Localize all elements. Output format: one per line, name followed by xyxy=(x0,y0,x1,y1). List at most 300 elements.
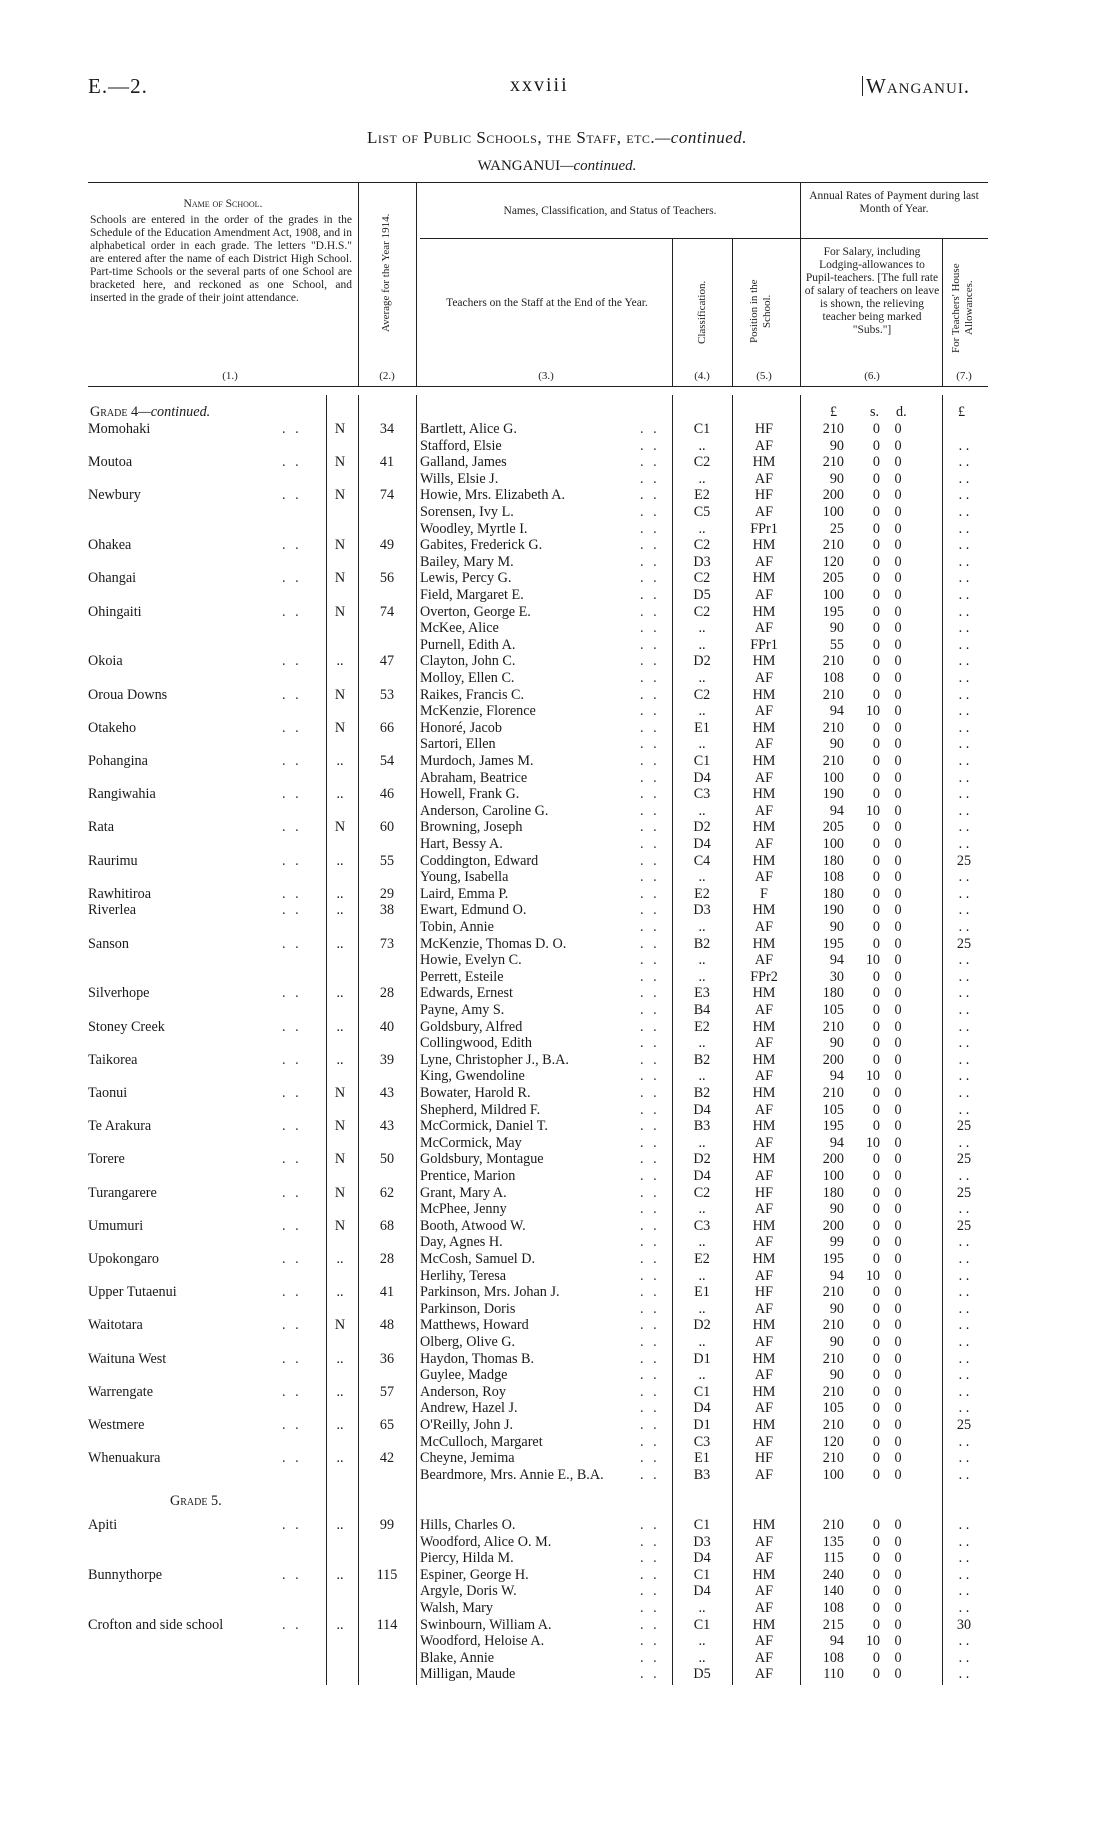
teacher-name: Payne, Amy S. xyxy=(420,1002,505,1018)
dot-leader: . . xyxy=(640,902,660,918)
salary-shillings: 0 xyxy=(872,1168,880,1184)
house-allowance: . . xyxy=(958,1052,970,1068)
teacher-name: Molloy, Ellen C. xyxy=(420,670,515,686)
dot-leader: . . xyxy=(640,869,660,885)
house-allowance: . . xyxy=(958,454,970,470)
school-name: Waitotara xyxy=(88,1317,143,1333)
house-allowance: . . xyxy=(958,1384,970,1400)
teacher-name: McCormick, May xyxy=(420,1135,522,1151)
salary-pence: 0 xyxy=(894,1185,902,1201)
salary-shillings: 10 xyxy=(865,803,880,819)
table-row xyxy=(0,454,1114,471)
house-allowance: . . xyxy=(958,1517,970,1533)
salary-pence: 0 xyxy=(894,803,902,819)
salary-pence: 0 xyxy=(894,653,902,669)
salary-shillings: 0 xyxy=(872,1284,880,1300)
position: HM xyxy=(752,1251,776,1267)
salary-pounds: 210 xyxy=(822,1450,844,1466)
classification: .. xyxy=(698,620,706,636)
table-row xyxy=(0,1268,1114,1285)
dot-leader: . . xyxy=(640,836,660,852)
salary-shillings: 0 xyxy=(872,554,880,570)
n-marker: N xyxy=(334,487,346,503)
table-row xyxy=(0,1052,1114,1069)
salary-pence: 0 xyxy=(894,537,902,553)
salary-pence: 0 xyxy=(894,438,902,454)
salary-pounds: 205 xyxy=(822,570,844,586)
salary-pounds: 240 xyxy=(822,1567,844,1583)
table-row xyxy=(0,438,1114,455)
teacher-name: Goldsbury, Alfred xyxy=(420,1019,523,1035)
sep-4 xyxy=(732,238,733,386)
position: AF xyxy=(754,554,774,570)
salary-shillings: 0 xyxy=(872,653,880,669)
salary-pence: 0 xyxy=(894,421,902,437)
title-suffix: —continued. xyxy=(655,128,748,147)
table-row xyxy=(0,537,1114,554)
salary-pounds: 99 xyxy=(829,1234,844,1250)
salary-shillings: 0 xyxy=(872,1334,880,1350)
school-name: Whenuakura xyxy=(88,1450,161,1466)
teacher-name: Laird, Emma P. xyxy=(420,886,509,902)
table-row xyxy=(0,687,1114,704)
teacher-name: McCulloch, Margaret xyxy=(420,1434,543,1450)
salary-shillings: 0 xyxy=(872,1185,880,1201)
salary-shillings: 0 xyxy=(872,570,880,586)
salary-shillings: 0 xyxy=(872,1085,880,1101)
school-name: Te Arakura xyxy=(88,1118,152,1134)
school-name: Crofton and side school xyxy=(88,1617,224,1633)
salary-pence: 0 xyxy=(894,736,902,752)
dot-leader: . . xyxy=(640,1102,660,1118)
salary-shillings: 10 xyxy=(865,1135,880,1151)
teacher-name: Andrew, Hazel J. xyxy=(420,1400,518,1416)
salary-pounds: 100 xyxy=(822,1467,844,1483)
dot-leader: . . xyxy=(640,504,660,520)
table-row xyxy=(0,819,1114,836)
table-row xyxy=(0,637,1114,654)
table-row xyxy=(0,1550,1114,1567)
classification: B4 xyxy=(693,1002,711,1018)
position: HM xyxy=(752,1317,776,1333)
dot-leader: . . xyxy=(640,936,660,952)
teacher-name: Booth, Atwood W. xyxy=(420,1218,526,1234)
salary-pounds: 94 xyxy=(829,703,844,719)
dot-leader: . . xyxy=(640,1118,660,1134)
teacher-name: Honoré, Jacob xyxy=(420,720,502,736)
dot-leader: . . xyxy=(640,471,660,487)
table-row xyxy=(0,703,1114,720)
salary-shillings: 0 xyxy=(872,1583,880,1599)
salary-shillings: 10 xyxy=(865,1633,880,1649)
sep-1 xyxy=(358,182,359,386)
position: HM xyxy=(752,687,776,703)
salary-pounds: 210 xyxy=(822,421,844,437)
position: HM xyxy=(752,1351,776,1367)
classification: .. xyxy=(698,1068,706,1084)
n-marker: .. xyxy=(336,1517,344,1533)
table-row xyxy=(0,1284,1114,1301)
position: HF xyxy=(754,1450,774,1466)
classification: .. xyxy=(698,736,706,752)
table-row xyxy=(0,653,1114,670)
salary-pence: 0 xyxy=(894,1434,902,1450)
salary-shillings: 0 xyxy=(872,1035,880,1051)
salary-pence: 0 xyxy=(894,554,902,570)
salary-pence: 0 xyxy=(894,1118,902,1134)
salary-pounds: 94 xyxy=(829,1268,844,1284)
house-allowance: . . xyxy=(958,1317,970,1333)
dot-leader: . . xyxy=(282,687,302,703)
salary-shillings: 0 xyxy=(872,836,880,852)
salary-shillings: 0 xyxy=(872,1218,880,1234)
salary-shillings: 0 xyxy=(872,537,880,553)
average-attendance: 115 xyxy=(376,1567,398,1583)
salary-pence: 0 xyxy=(894,1168,902,1184)
classification: D4 xyxy=(693,836,711,852)
salary-pounds: 90 xyxy=(829,1201,844,1217)
salary-pence: 0 xyxy=(894,886,902,902)
classification: .. xyxy=(698,919,706,935)
average-attendance: 49 xyxy=(379,537,395,553)
salary-pence: 0 xyxy=(894,1085,902,1101)
salary-pence: 0 xyxy=(894,1517,902,1533)
salary-pence: 0 xyxy=(894,521,902,537)
salary-pence: 0 xyxy=(894,1284,902,1300)
position: AF xyxy=(754,1367,774,1383)
salary-shillings: 0 xyxy=(872,1567,880,1583)
table-row xyxy=(0,836,1114,853)
classification: .. xyxy=(698,438,706,454)
house-allowance: . . xyxy=(958,537,970,553)
col2-num: (2.) xyxy=(379,370,395,382)
average-attendance: 50 xyxy=(379,1151,395,1167)
position: AF xyxy=(754,770,774,786)
classification: D2 xyxy=(693,1317,711,1333)
house-allowance: . . xyxy=(958,1068,970,1084)
salary-shillings: 0 xyxy=(872,902,880,918)
salary-pence: 0 xyxy=(894,1417,902,1433)
salary-pence: 0 xyxy=(894,471,902,487)
house-allowance: . . xyxy=(958,869,970,885)
teacher-name: Howie, Mrs. Elizabeth A. xyxy=(420,487,565,503)
house-allowance: . . xyxy=(958,1583,970,1599)
dot-leader: . . xyxy=(640,736,660,752)
average-attendance: 28 xyxy=(379,985,395,1001)
house-allowance: . . xyxy=(958,1102,970,1118)
teacher-name: Galland, James xyxy=(420,454,507,470)
dot-leader: . . xyxy=(640,1334,660,1350)
teacher-name: Lewis, Percy G. xyxy=(420,570,512,586)
classification: D4 xyxy=(693,770,711,786)
salary-shillings: 0 xyxy=(872,1450,880,1466)
school-name: Rangiwahia xyxy=(88,786,156,802)
salary-shillings: 0 xyxy=(872,1367,880,1383)
house-allowance: . . xyxy=(958,819,970,835)
dot-leader: . . xyxy=(640,1135,660,1151)
dot-leader: . . xyxy=(282,653,302,669)
dot-leader: . . xyxy=(282,753,302,769)
position: AF xyxy=(754,803,774,819)
dot-leader: . . xyxy=(282,819,302,835)
dot-leader: . . xyxy=(640,1284,660,1300)
table-row xyxy=(0,1617,1114,1634)
pay-group-rule xyxy=(800,238,988,239)
salary-pence: 0 xyxy=(894,786,902,802)
school-name: Okoia xyxy=(88,653,123,669)
average-attendance: 43 xyxy=(379,1085,395,1101)
position: HM xyxy=(752,753,776,769)
salary-pounds: 90 xyxy=(829,1367,844,1383)
dot-leader: . . xyxy=(640,421,660,437)
classification: C1 xyxy=(693,1617,711,1633)
table-row xyxy=(0,902,1114,919)
average-attendance: 28 xyxy=(379,1251,395,1267)
dot-leader: . . xyxy=(640,1534,660,1550)
house-allowance: 25 xyxy=(956,1417,972,1433)
salary-shillings: 0 xyxy=(872,587,880,603)
salary-shillings: 0 xyxy=(872,1400,880,1416)
house-allowance: . . xyxy=(958,1002,970,1018)
position: HM xyxy=(752,1417,776,1433)
teacher-name: Abraham, Beatrice xyxy=(420,770,528,786)
salary-pence: 0 xyxy=(894,969,902,985)
teacher-name: Perrett, Esteile xyxy=(420,969,504,985)
house-allowance: . . xyxy=(958,786,970,802)
n-marker: N xyxy=(334,454,346,470)
house-allowance: 30 xyxy=(956,1617,972,1633)
classification: C3 xyxy=(693,1218,711,1234)
teacher-name: Bowater, Harold R. xyxy=(420,1085,531,1101)
house-allowance: . . xyxy=(958,703,970,719)
header-bottom-rule xyxy=(88,386,988,387)
n-marker: .. xyxy=(336,1284,344,1300)
house-allowance: . . xyxy=(958,554,970,570)
average-attendance: 57 xyxy=(379,1384,395,1400)
salary-shillings: 10 xyxy=(865,1268,880,1284)
classification: .. xyxy=(698,1334,706,1350)
dot-leader: . . xyxy=(640,819,660,835)
position: AF xyxy=(754,1550,774,1566)
dot-leader: . . xyxy=(640,1400,660,1416)
grade4-suffix: —continued. xyxy=(138,404,211,420)
house-allowance: . . xyxy=(958,1301,970,1317)
position: HM xyxy=(752,1118,776,1134)
salary-pence: 0 xyxy=(894,1218,902,1234)
n-marker: N xyxy=(334,1218,346,1234)
table-row xyxy=(0,1400,1114,1417)
table-row xyxy=(0,1434,1114,1451)
grade4-heading xyxy=(90,404,210,421)
grade5-heading: Grade 5. xyxy=(170,1493,222,1509)
n-marker: N xyxy=(334,1118,346,1134)
classification: C2 xyxy=(693,570,711,586)
position: HM xyxy=(752,1052,776,1068)
position: HF xyxy=(754,487,774,503)
position: HM xyxy=(752,720,776,736)
salary-pounds: 135 xyxy=(822,1534,844,1550)
salary-pence: 0 xyxy=(894,753,902,769)
table-row xyxy=(0,786,1114,803)
salary-shillings: 0 xyxy=(872,1002,880,1018)
dot-leader: . . xyxy=(640,1384,660,1400)
salary-shillings: 0 xyxy=(872,853,880,869)
salary-pounds: 105 xyxy=(822,1400,844,1416)
table-row xyxy=(0,587,1114,604)
house-allowance: . . xyxy=(958,952,970,968)
salary-shillings: 0 xyxy=(872,1534,880,1550)
position: AF xyxy=(754,1334,774,1350)
salary-pence: 0 xyxy=(894,1334,902,1350)
school-name: Apiti xyxy=(88,1517,118,1533)
n-marker: .. xyxy=(336,886,344,902)
salary-pence: 0 xyxy=(894,819,902,835)
classification: E2 xyxy=(694,487,710,503)
average-attendance: 38 xyxy=(379,902,395,918)
school-name: Newbury xyxy=(88,487,141,503)
salary-shillings: 0 xyxy=(872,819,880,835)
house-allowance: . . xyxy=(958,438,970,454)
salary-pence: 0 xyxy=(894,1666,902,1682)
dot-leader: . . xyxy=(640,1633,660,1649)
teacher-name: Olberg, Olive G. xyxy=(420,1334,516,1350)
salary-pence: 0 xyxy=(894,1367,902,1383)
salary-shillings: 0 xyxy=(872,637,880,653)
n-marker: .. xyxy=(336,853,344,869)
salary-pence: 0 xyxy=(894,902,902,918)
salary-pounds: 120 xyxy=(822,1434,844,1450)
salary-pence: 0 xyxy=(894,853,902,869)
house-allowance: . . xyxy=(958,521,970,537)
dot-leader: . . xyxy=(282,1118,302,1134)
house-allowance: . . xyxy=(958,1467,970,1483)
classification: D3 xyxy=(693,902,711,918)
table-row xyxy=(0,1583,1114,1600)
average-attendance: 62 xyxy=(379,1185,395,1201)
school-name: Bunnythorpe xyxy=(88,1567,163,1583)
table-row xyxy=(0,720,1114,737)
teacher-name: Bartlett, Alice G. xyxy=(420,421,517,437)
position: AF xyxy=(754,1102,774,1118)
position: AF xyxy=(754,1068,774,1084)
salary-shillings: 0 xyxy=(872,1517,880,1533)
table-row xyxy=(0,1019,1114,1036)
salary-pounds: 94 xyxy=(829,1135,844,1151)
salary-shillings: 0 xyxy=(872,919,880,935)
dot-leader: . . xyxy=(640,1434,660,1450)
dot-leader: . . xyxy=(640,786,660,802)
house-allowance: . . xyxy=(958,570,970,586)
classification: .. xyxy=(698,703,706,719)
table-row xyxy=(0,936,1114,953)
dot-leader: . . xyxy=(640,637,660,653)
table-row xyxy=(0,1334,1114,1351)
table-row xyxy=(0,1035,1114,1052)
salary-shillings: 0 xyxy=(872,1666,880,1682)
house-allowance: . . xyxy=(958,902,970,918)
house-allowance: . . xyxy=(958,1633,970,1649)
sep-3 xyxy=(672,238,673,386)
salary-pence: 0 xyxy=(894,936,902,952)
school-name: Warrengate xyxy=(88,1384,154,1400)
n-marker: .. xyxy=(336,1019,344,1035)
teacher-name: Coddington, Edward xyxy=(420,853,539,869)
classification: C2 xyxy=(693,687,711,703)
salary-pence: 0 xyxy=(894,919,902,935)
salary-pence: 0 xyxy=(894,1617,902,1633)
school-name: Upokongaro xyxy=(88,1251,159,1267)
position: AF xyxy=(754,620,774,636)
table-row xyxy=(0,1168,1114,1185)
house-allowance: . . xyxy=(958,770,970,786)
house-allowance: . . xyxy=(958,919,970,935)
col7-num: (7.) xyxy=(956,370,972,382)
salary-shillings: 0 xyxy=(872,1052,880,1068)
position: HM xyxy=(752,1617,776,1633)
salary-shillings: 10 xyxy=(865,1068,880,1084)
salary-shillings: 10 xyxy=(865,952,880,968)
salary-pence: 0 xyxy=(894,1201,902,1217)
position: HM xyxy=(752,902,776,918)
position: FPr1 xyxy=(750,637,778,653)
average-attendance: 73 xyxy=(379,936,395,952)
dot-leader: . . xyxy=(282,1052,302,1068)
average-attendance: 56 xyxy=(379,570,395,586)
salary-pounds: 100 xyxy=(822,504,844,520)
salary-shillings: 0 xyxy=(872,620,880,636)
position: AF xyxy=(754,504,774,520)
n-marker: .. xyxy=(336,1450,344,1466)
dot-leader: . . xyxy=(640,1467,660,1483)
salary-pence: 0 xyxy=(894,687,902,703)
salary-pounds: 94 xyxy=(829,803,844,819)
salary-pence: 0 xyxy=(894,1317,902,1333)
classification: D5 xyxy=(693,1666,711,1682)
house-allowance: . . xyxy=(958,1567,970,1583)
position: HM xyxy=(752,1085,776,1101)
table-row xyxy=(0,604,1114,621)
salary-shillings: 0 xyxy=(872,1550,880,1566)
house-allowance: . . xyxy=(958,1019,970,1035)
dot-leader: . . xyxy=(282,1151,302,1167)
district-suffix: —continued. xyxy=(560,158,637,174)
table-row xyxy=(0,969,1114,986)
classification: C1 xyxy=(693,421,711,437)
salary-pounds: 180 xyxy=(822,1185,844,1201)
teacher-name: Piercy, Hilda M. xyxy=(420,1550,514,1566)
classification: E1 xyxy=(694,1450,710,1466)
salary-shillings: 0 xyxy=(872,1434,880,1450)
table-row xyxy=(0,1600,1114,1617)
classification: C1 xyxy=(693,1567,711,1583)
teacher-name: Cheyne, Jemima xyxy=(420,1450,515,1466)
position: AF xyxy=(754,1534,774,1550)
house-allowance: . . xyxy=(958,985,970,1001)
salary-pence: 0 xyxy=(894,1234,902,1250)
classification: D3 xyxy=(693,1534,711,1550)
classification: E2 xyxy=(694,1251,710,1267)
salary-pence: 0 xyxy=(894,703,902,719)
position: AF xyxy=(754,703,774,719)
average-attendance: 34 xyxy=(379,421,395,437)
position: HM xyxy=(752,604,776,620)
average-attendance: 53 xyxy=(379,687,395,703)
classification: C3 xyxy=(693,786,711,802)
average-attendance: 39 xyxy=(379,1052,395,1068)
salary-pence: 0 xyxy=(894,985,902,1001)
salary-pence: 0 xyxy=(894,570,902,586)
salary-pounds: 210 xyxy=(822,653,844,669)
